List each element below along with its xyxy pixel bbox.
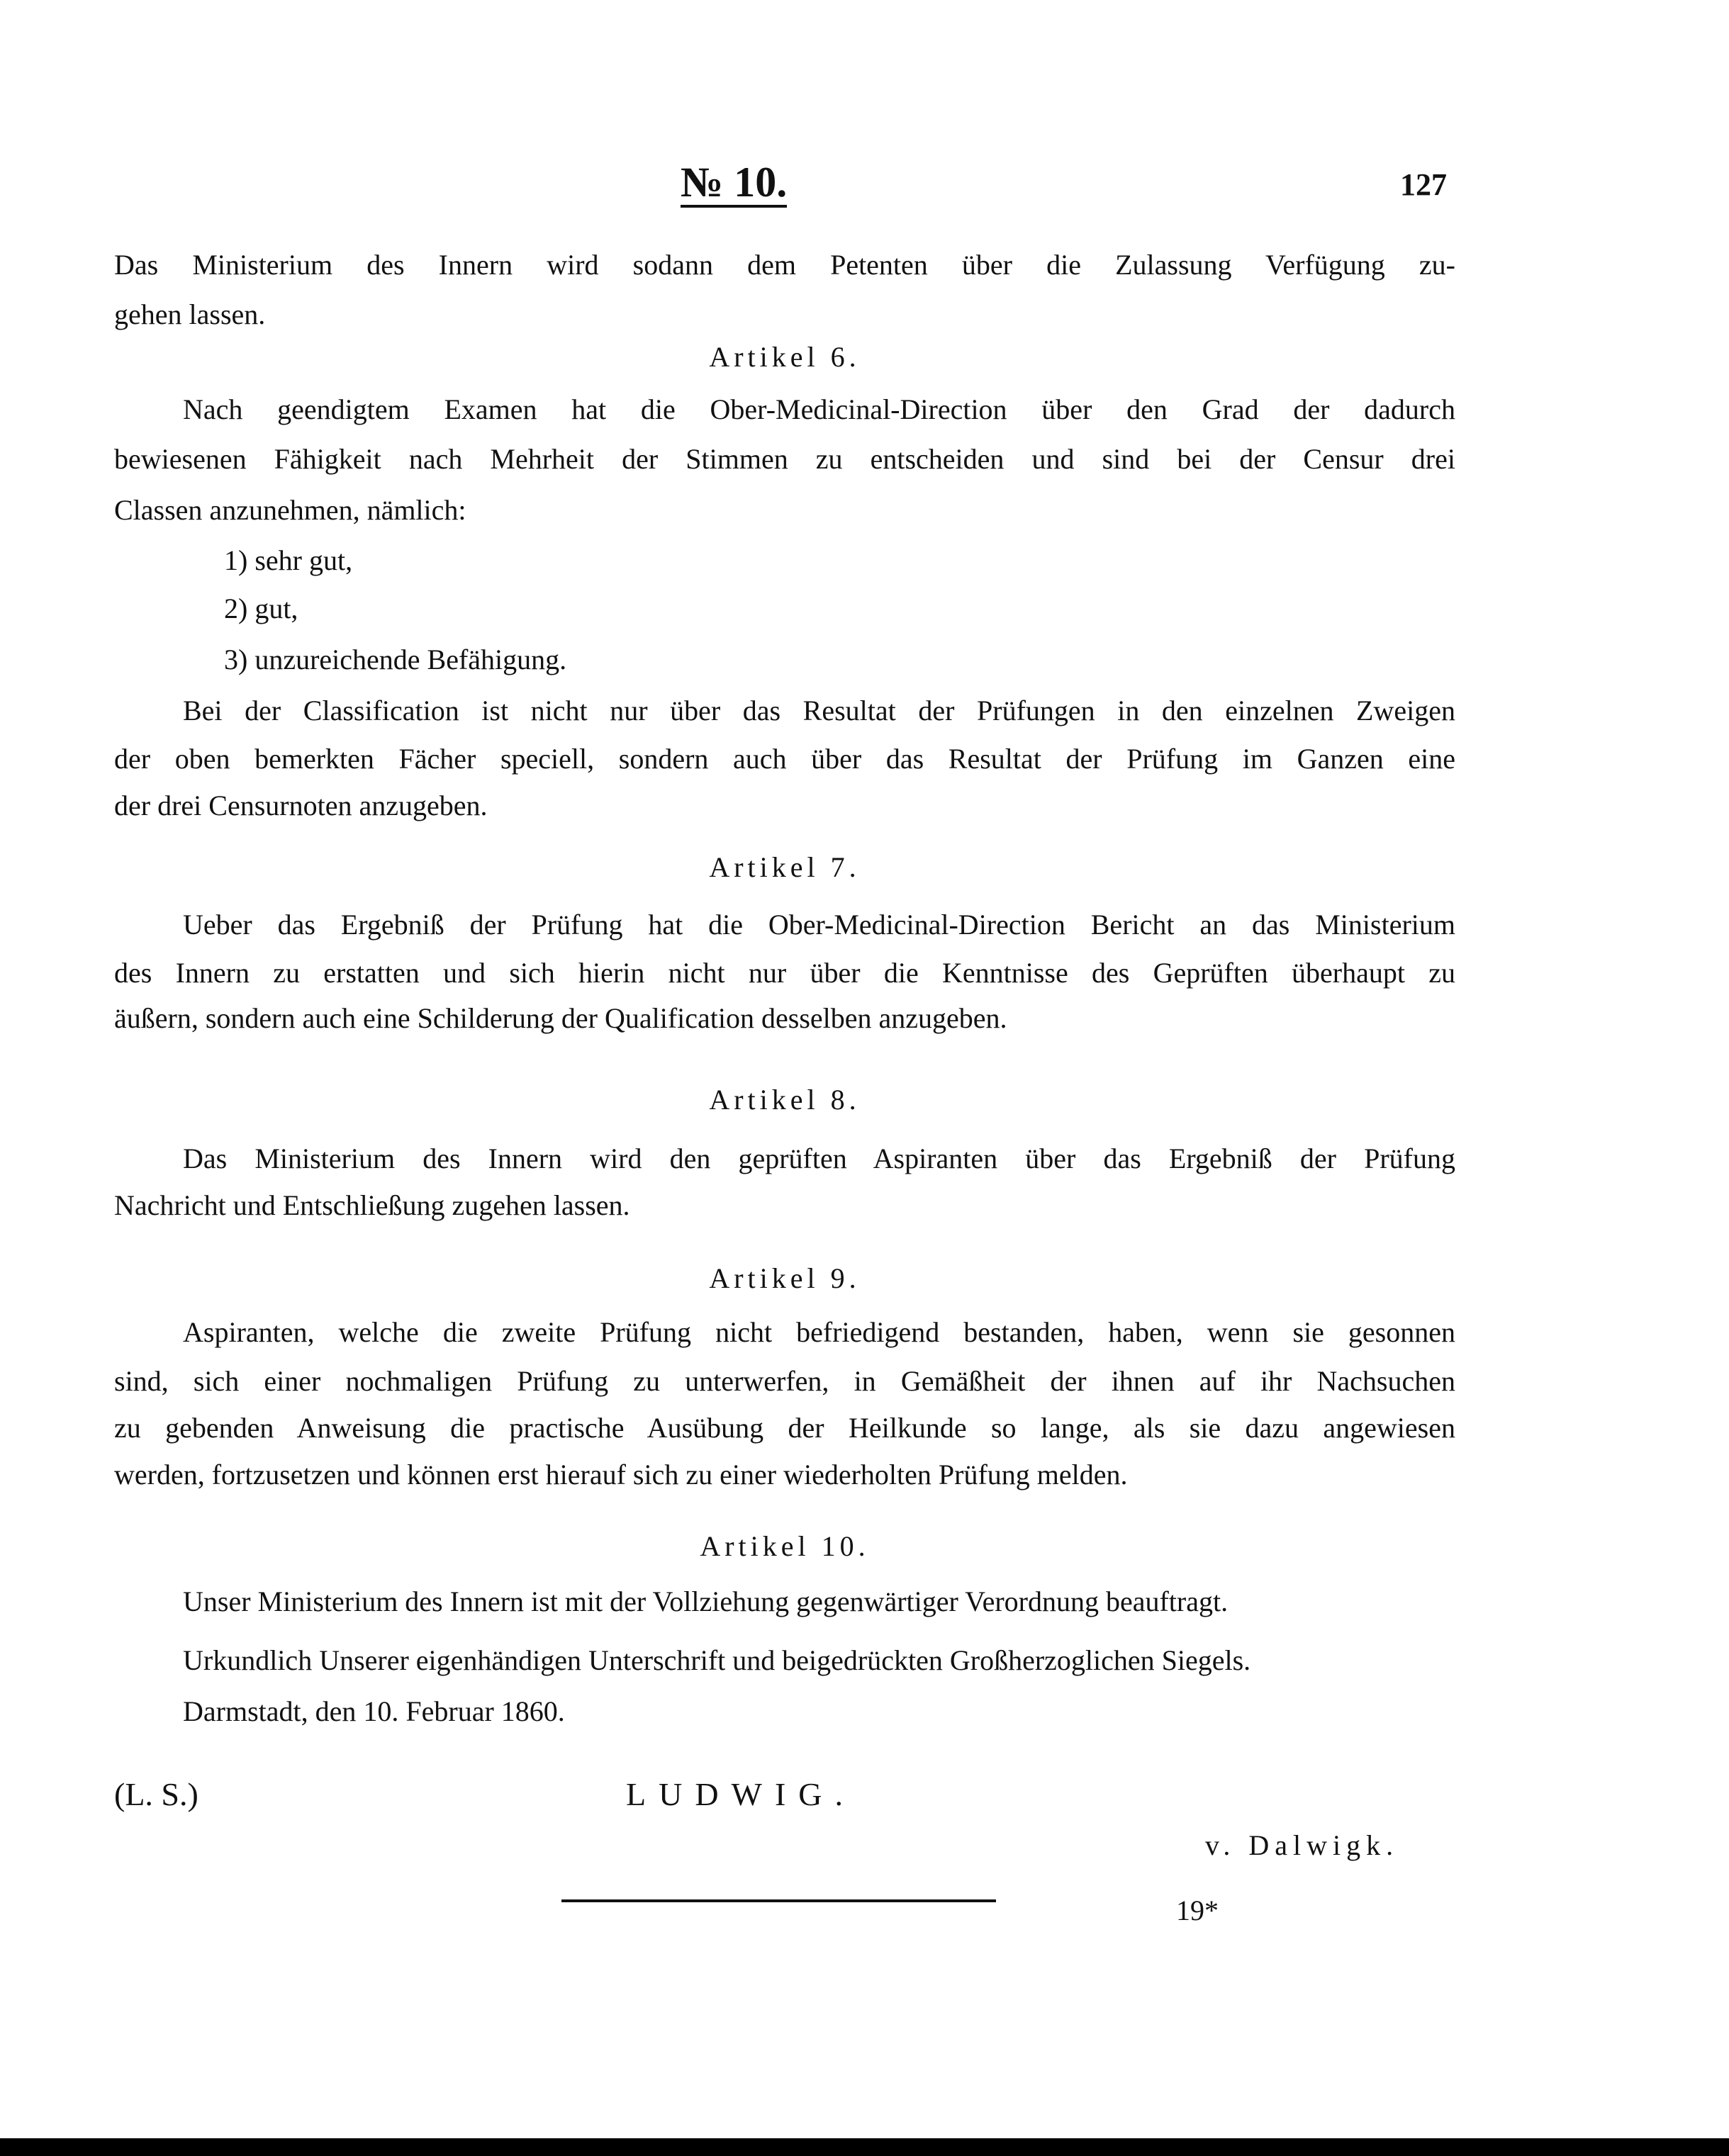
text-line: Ueber das Ergebniß der Prüfung hat die Ober-Medicinal-Direction Bericht an das Ministerium bbox=[183, 909, 1455, 941]
text-line: sind, sich einer nochmaligen Prüfung zu unterwerfen, in Gemäßheit der ihnen auf ihr Nachsuchen bbox=[114, 1365, 1455, 1397]
text-line: Aspiranten, welche die zweite Prüfung nicht befriedigend bestanden, haben, wenn sie gesonnen bbox=[183, 1316, 1455, 1348]
minister-signature: v. Dalwigk. bbox=[1205, 1829, 1399, 1861]
list-item: 2) gut, bbox=[224, 593, 298, 624]
text-line: Unser Ministerium des Innern ist mit der Vollziehung gegenwärtiger Verordnung beauftragt. bbox=[183, 1585, 1229, 1617]
list-item: 1) sehr gut, bbox=[224, 544, 353, 576]
scan-edge bbox=[0, 2138, 1729, 2156]
text-line: Das Ministerium des Innern wird den geprüften Aspiranten über das Ergebniß der Prüfung bbox=[183, 1142, 1455, 1174]
signature-mark: 19* bbox=[1176, 1894, 1219, 1926]
text-line: Das Ministerium des Innern wird sodann dem Petenten über die Zulassung Verfügung zu- bbox=[114, 249, 1455, 281]
text-line: des Innern zu erstatten und sich hierin nicht nur über die Kenntnisse des Geprüften überhaupt zu bbox=[114, 957, 1455, 989]
list-item: 3) unzureichende Befähigung. bbox=[224, 644, 567, 675]
text-line: Bei der Classification ist nicht nur über das Resultat der Prüfungen in den einzelnen Zweigen bbox=[183, 695, 1455, 726]
text-line: Nachricht und Entschließung zugehen lassen. bbox=[114, 1189, 630, 1221]
text-line: Classen anzunehmen, nämlich: bbox=[114, 494, 466, 526]
text-line: zu gebenden Anweisung die practische Ausübung der Heilkunde so lange, als sie dazu angewiesen bbox=[114, 1412, 1455, 1444]
seal-mark: (L. S.) bbox=[114, 1776, 198, 1812]
text-line: werden, fortzusetzen und können erst hierauf sich zu einer wiederholten Prüfung melden. bbox=[114, 1459, 1128, 1490]
text-line: Urkundlich Unserer eigenhändigen Unterschrift und beigedrückten Großherzoglichen Siegels. bbox=[183, 1644, 1251, 1676]
article-heading-6: Artikel 6. bbox=[709, 341, 861, 373]
place-date: Darmstadt, den 10. Februar 1860. bbox=[183, 1695, 565, 1727]
text-line: gehen lassen. bbox=[114, 298, 266, 330]
issue-number: № 10. bbox=[681, 159, 787, 208]
article-heading-7: Artikel 7. bbox=[709, 851, 861, 883]
text-line: Nach geendigtem Examen hat die Ober-Medicinal-Direction über den Grad der dadurch bbox=[183, 393, 1455, 425]
text-line: bewiesenen Fähigkeit nach Mehrheit der Stimmen zu entscheiden und sind bei der Censur drei bbox=[114, 443, 1455, 475]
text-line: der oben bemerkten Fächer speciell, sondern auch über das Resultat der Prüfung im Ganzen eine bbox=[114, 743, 1455, 775]
article-heading-8: Artikel 8. bbox=[709, 1084, 861, 1116]
sovereign-signature: LUDWIG. bbox=[626, 1776, 856, 1812]
page-number: 127 bbox=[1400, 167, 1447, 202]
article-heading-9: Artikel 9. bbox=[709, 1262, 861, 1294]
article-heading-10: Artikel 10. bbox=[700, 1530, 870, 1562]
text-line: der drei Censurnoten anzugeben. bbox=[114, 790, 488, 821]
text-line: äußern, sondern auch eine Schilderung der Qualification desselben anzugeben. bbox=[114, 1002, 1007, 1034]
divider-rule bbox=[561, 1899, 996, 1902]
